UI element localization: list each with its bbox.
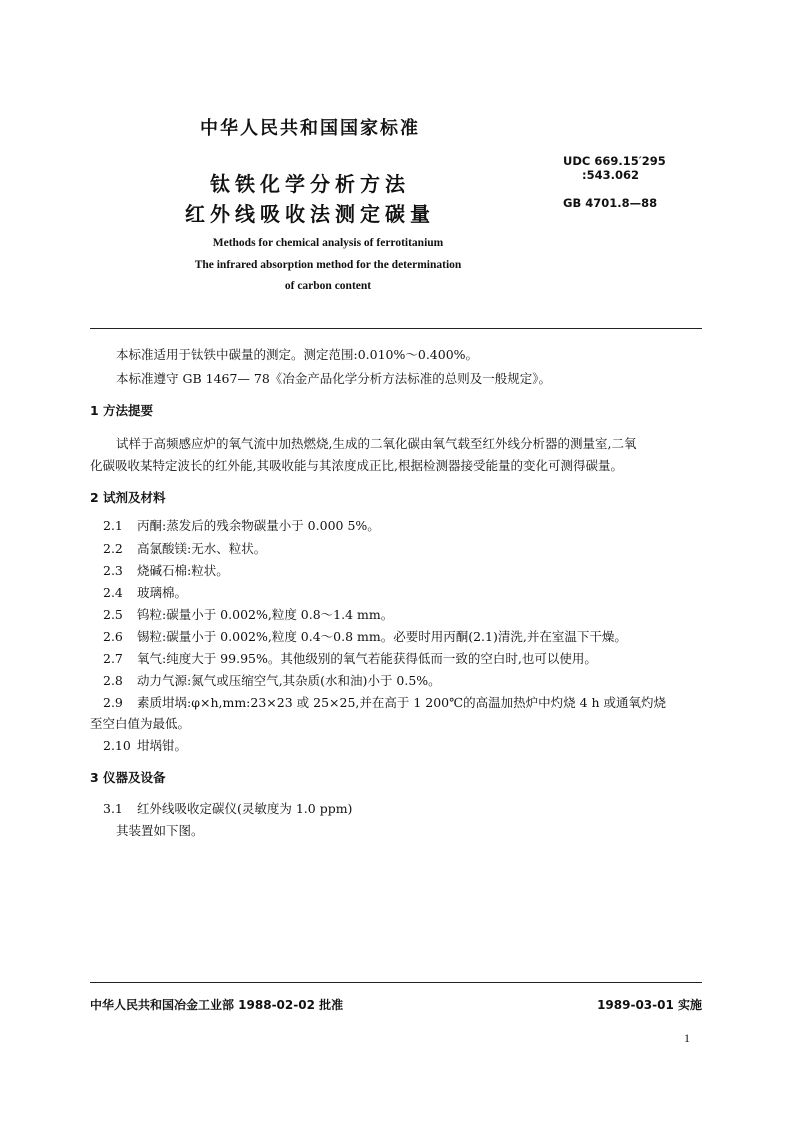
intro-scope: 本标准适用于钛铁中碳量的测定。测定范围:0.010%～0.400%。	[116, 347, 479, 362]
title-line-1: 钛铁化学分析方法	[210, 172, 410, 196]
section-1-heading: 1 方法提要	[90, 403, 154, 418]
item-text: 动力气源:氮气或压缩空气,其杂质(水和油)小于 0.5%。	[137, 673, 441, 688]
approval-line: 中华人民共和国冶金工业部 1988-02-02 批准	[90, 998, 344, 1012]
item-number: 2.5	[103, 607, 123, 622]
list-item	[103, 627, 627, 645]
gb-number: GB 4701.8—88	[563, 196, 658, 210]
list-item	[103, 605, 393, 623]
header-divider	[90, 328, 702, 329]
item-number: 2.1	[103, 518, 123, 533]
section-3-heading: 3 仪器及设备	[90, 770, 166, 785]
item-number: 2.4	[103, 585, 123, 600]
title-line-2: 红外线吸收法测定碳量	[185, 202, 435, 226]
english-title-line-1: Methods for chemical analysis of ferrotitanium	[212, 237, 444, 249]
list-item	[103, 649, 597, 667]
list-item	[103, 561, 229, 579]
list-item	[103, 583, 187, 601]
item-number: 2.3	[103, 563, 123, 578]
apparatus-note: 其装置如下图。	[116, 823, 204, 838]
list-item	[103, 736, 187, 754]
section-1-para-line-1: 试样于高频感应炉的氧气流中加热燃烧,生成的二氧化碳由氧气载至红外线分析器的测量室,二氧	[116, 436, 637, 451]
section-2-heading: 2 试剂及材料	[90, 490, 166, 505]
item-text: 玻璃棉。	[137, 585, 188, 600]
item-text: 氧气:纯度大于 99.95%。其他级别的氧气若能获得低而一致的空白时,也可以使用。	[137, 651, 597, 666]
item-number: 2.7	[103, 651, 123, 666]
udc-code-cont: :543.062	[582, 168, 639, 182]
item-text: 素质坩埚:φ×h,mm:23×23 或 25×25,并在高于 1 200℃的高温加热炉中灼烧 4 h 或通氧灼烧	[137, 695, 667, 710]
item-text: 红外线吸收定碳仪(灵敏度为 1.0 ppm)	[137, 801, 353, 816]
list-item	[103, 539, 266, 557]
item-number: 2.6	[103, 629, 123, 644]
list-item	[103, 671, 441, 689]
item-text: 坩埚钳。	[137, 738, 188, 753]
item-2-9-continuation: 至空白值为最低。	[90, 716, 191, 731]
standard-org-heading: 中华人民共和国国家标准	[200, 118, 420, 139]
item-text: 锡粒:碳量小于 0.002%,粒度 0.4～0.8 mm。必要时用丙酮(2.1)清洗,并在室温下干燥。	[137, 629, 627, 644]
list-item	[103, 693, 666, 711]
item-text: 烧碱石棉:粒状。	[137, 563, 229, 578]
item-text: 高氯酸镁:无水、粒状。	[137, 541, 267, 556]
item-number: 2.2	[103, 541, 123, 556]
item-number: 2.10	[103, 738, 131, 753]
item-text: 丙酮:蒸发后的残余物碳量小于 0.000 5%。	[137, 518, 380, 533]
english-title-line-3: of carbon content	[284, 280, 372, 292]
intro-compliance: 本标准遵守 GB 1467— 78《冶金产品化学分析方法标准的总则及一般规定》。	[116, 371, 552, 386]
item-number: 2.8	[103, 673, 123, 688]
item-number: 3.1	[103, 801, 123, 816]
list-item	[103, 516, 380, 534]
list-item	[103, 799, 352, 817]
english-title-line-2: The infrared absorption method for the determination	[194, 259, 462, 271]
effective-date: 1989-03-01 实施	[597, 998, 702, 1012]
footer-divider	[90, 982, 702, 983]
section-1-para-line-2: 化碳吸收某特定波长的红外能,其吸收能与其浓度成正比,根据检测器接受能量的变化可测得碳量。	[90, 458, 623, 473]
item-text: 钨粒:碳量小于 0.002%,粒度 0.8～1.4 mm。	[137, 607, 394, 622]
udc-code: UDC 669.15′295	[563, 154, 666, 168]
page-number: 1	[684, 1031, 690, 1045]
item-number: 2.9	[103, 695, 123, 710]
